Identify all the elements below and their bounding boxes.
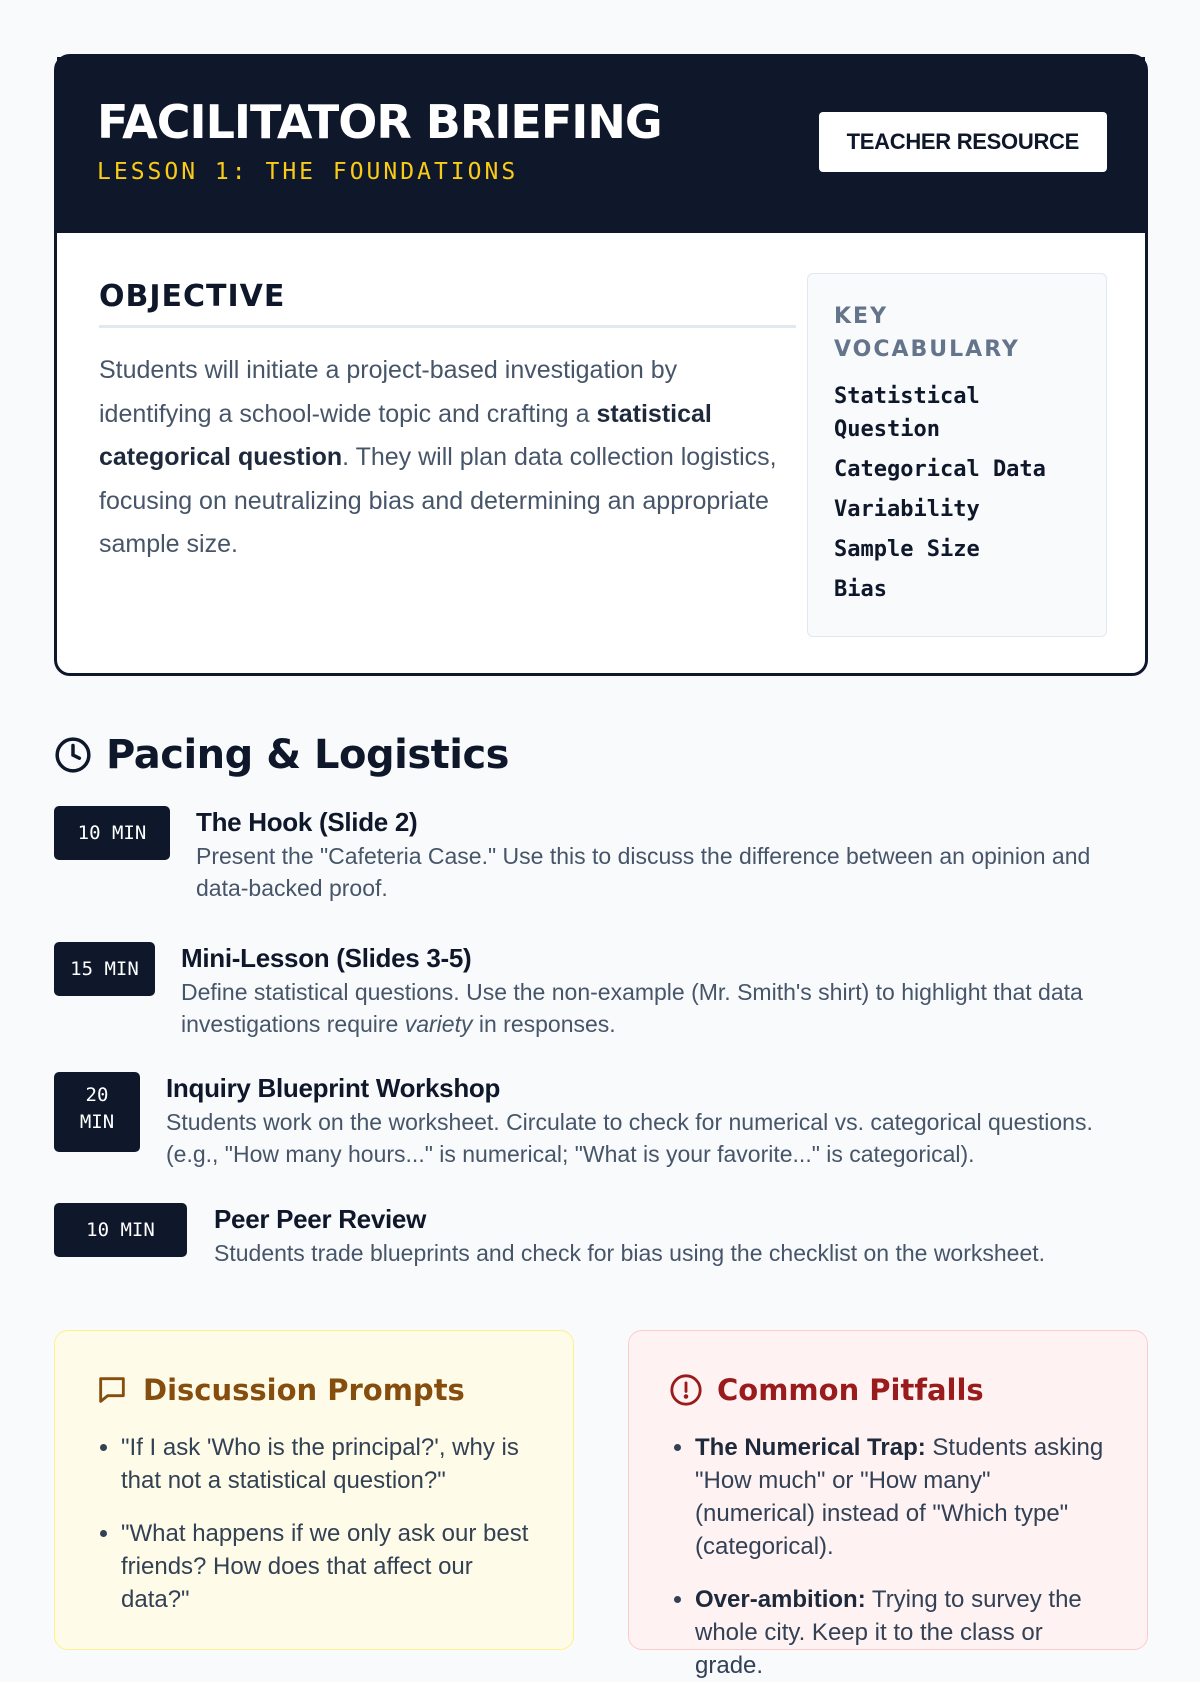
common-pitfalls-card bbox=[628, 1330, 1148, 1679]
pitfall-item bbox=[695, 1583, 1107, 1682]
pacing-item-description: Students trade blueprints and check for bias using the checklist on the worksheet. bbox=[214, 1240, 1046, 1266]
pitfall-item bbox=[695, 1431, 1107, 1563]
vocabulary-heading: KEY VOCABULARY bbox=[834, 304, 1020, 362]
objective-text-part: Students will initiate a project-based investigation by identifying a school-wide topic and crafting a bbox=[99, 356, 678, 428]
vocabulary-term: Statistical Question bbox=[834, 384, 980, 442]
vocabulary-term: Bias bbox=[834, 577, 887, 602]
pitfall-text: Students asking "How much" or "How many" (numerical) instead of "Which type" (categorical). bbox=[695, 1434, 1104, 1560]
briefing-header bbox=[57, 57, 1145, 233]
pacing-item-title: Mini-Lesson (Slides 3-5) bbox=[181, 943, 472, 973]
objective-emphasis: statistical categorical question bbox=[99, 399, 712, 471]
description-part: Define statistical questions. Use the non-example (Mr. Smith's shirt) to highlight that data investigations require bbox=[181, 979, 1083, 1037]
pacing-heading-text: Pacing & Logistics bbox=[106, 732, 509, 778]
clock-icon bbox=[54, 736, 92, 774]
objective-text-part: . They will plan data collection logistics, focusing on neutralizing bias and determining an appropriate sample size. bbox=[99, 443, 777, 558]
pacing-item-description bbox=[181, 976, 1146, 1040]
pacing-item-body bbox=[166, 1072, 1151, 1170]
pitfall-text: Trying to survey the whole city. Keep it to the class or grade. bbox=[695, 1586, 1082, 1679]
pacing-item-description: Students work on the worksheet. Circulate to check for numerical vs. categorical questions. (e.g., "How many hours..." is numerical; "What is your favorite..." is categorical). bbox=[166, 1109, 1093, 1167]
discussion-list bbox=[95, 1431, 533, 1616]
objective-heading: OBJECTIVE bbox=[99, 279, 286, 314]
discussion-prompt: • "If I ask 'Who is the principal?', why is that not a statistical question?" bbox=[121, 1431, 533, 1497]
key-vocabulary-box bbox=[807, 273, 1107, 637]
pacing-item-body bbox=[214, 1203, 1144, 1269]
vocabulary-list bbox=[834, 380, 1080, 606]
pacing-item-title: Inquiry Blueprint Workshop bbox=[166, 1073, 501, 1103]
alert-circle-icon bbox=[669, 1373, 703, 1407]
discussion-heading bbox=[95, 1373, 533, 1407]
discussion-prompt: • "What happens if we only ask our best friends? How does that affect our data?" bbox=[121, 1517, 533, 1616]
pacing-item-body bbox=[181, 942, 1146, 1040]
facilitator-briefing-card bbox=[54, 54, 1148, 676]
page-title: FACILITATOR BRIEFING bbox=[97, 95, 662, 149]
pitfall-term: The Numerical Trap: bbox=[695, 1434, 926, 1461]
vocabulary-term: Categorical Data bbox=[834, 457, 1046, 482]
discussion-prompts-card bbox=[54, 1330, 574, 1650]
description-emphasis: variety bbox=[404, 1011, 473, 1037]
pacing-heading bbox=[54, 732, 509, 778]
pacing-item-title: The Hook (Slide 2) bbox=[196, 807, 418, 837]
pitfalls-heading bbox=[669, 1373, 1107, 1407]
time-badge: 10 MIN bbox=[54, 1203, 187, 1257]
pitfall-term: Over-ambition: bbox=[695, 1586, 866, 1613]
teacher-resource-badge: TEACHER RESOURCE bbox=[819, 112, 1107, 172]
pacing-item-description: Present the "Cafeteria Case." Use this to discuss the difference between an opinion and data-backed proof. bbox=[196, 843, 1091, 901]
vocabulary-term: Variability bbox=[834, 497, 980, 522]
pacing-item-title: Peer Peer Review bbox=[214, 1204, 427, 1234]
time-badge: 20 MIN bbox=[54, 1072, 140, 1152]
objective-divider bbox=[99, 325, 796, 328]
speech-bubble-icon bbox=[95, 1373, 129, 1407]
objective-text bbox=[99, 349, 779, 567]
time-badge: 15 MIN bbox=[54, 942, 155, 996]
pacing-item-body bbox=[196, 806, 1146, 904]
time-badge: 10 MIN bbox=[54, 806, 170, 860]
pitfalls-heading-text: Common Pitfalls bbox=[717, 1373, 984, 1407]
discussion-heading-text: Discussion Prompts bbox=[143, 1373, 465, 1407]
description-part: in responses. bbox=[472, 1011, 616, 1037]
vocabulary-term: Sample Size bbox=[834, 537, 980, 562]
lesson-subtitle: LESSON 1: THE FOUNDATIONS bbox=[97, 159, 519, 185]
pitfalls-list bbox=[669, 1431, 1107, 1682]
